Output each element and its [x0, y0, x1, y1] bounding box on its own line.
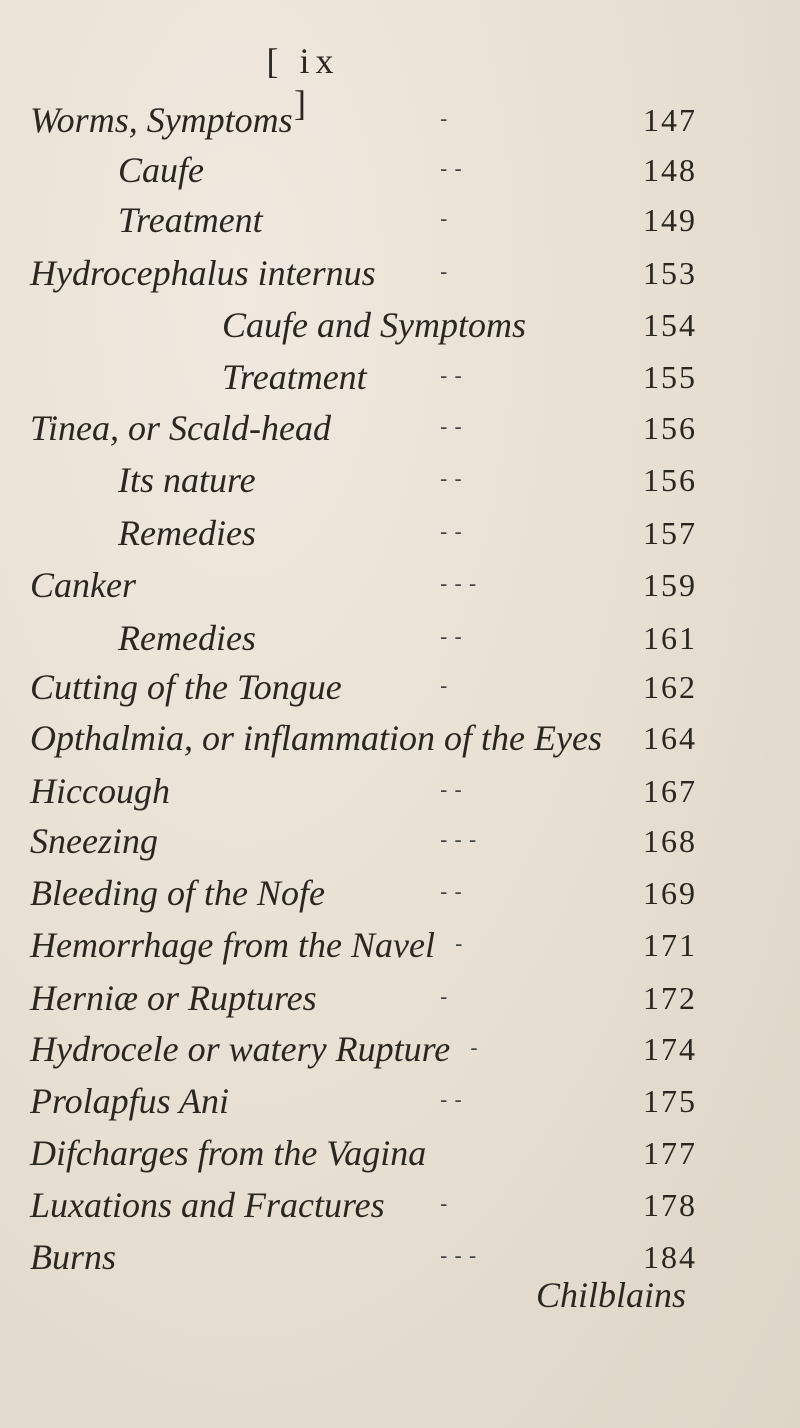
entry-dashes: - - [440, 157, 462, 182]
entry-page-number: 177 [643, 1135, 697, 1171]
page-folio: [ ix ] [266, 41, 340, 123]
entry-dashes: - - [440, 520, 462, 545]
index-entry [0, 1076, 800, 1126]
index-entry [0, 816, 800, 866]
entry-label: Bleeding of the Nofe [30, 873, 325, 913]
index-entry [0, 300, 800, 350]
entry-page-number: 178 [643, 1187, 697, 1223]
entry-label: Hydrocele or watery Rupture [30, 1029, 451, 1069]
catchword: Chilblains [536, 1275, 687, 1315]
entry-label: Cutting of the Tongue [30, 667, 342, 707]
entry-label: Burns [30, 1237, 117, 1277]
entry-page-number: 156 [643, 410, 697, 446]
entry-page-number: 175 [643, 1083, 697, 1119]
entry-label: Caufe and Symptoms [222, 305, 526, 345]
entry-dashes: - [454, 932, 463, 957]
entry-page-number: 147 [643, 102, 697, 138]
entry-page-number: 159 [643, 567, 697, 603]
entry-label: Difcharges from the Vagina [30, 1133, 427, 1173]
entry-label: Sneezing [30, 821, 158, 861]
entry-page-number: 172 [643, 980, 697, 1016]
entry-label: Hiccough [30, 771, 170, 811]
index-entry [0, 95, 800, 145]
index-entry [0, 508, 800, 558]
index-entry [0, 920, 800, 970]
entry-dashes: - - [440, 415, 462, 440]
entry-page-number: 149 [643, 202, 697, 238]
index-entry [0, 662, 800, 712]
index-entry [0, 1128, 800, 1178]
entry-label: Remedies [118, 618, 256, 658]
entry-dashes: - [440, 1192, 448, 1217]
index-entry [0, 195, 800, 245]
entry-label: Luxations and Fractures [30, 1185, 385, 1225]
index-entry [0, 973, 800, 1023]
entry-label: Caufe [118, 150, 204, 190]
entry-dashes: - [440, 260, 448, 285]
entry-label: Treatment [222, 357, 367, 397]
entry-label: Prolapfus Ani [30, 1081, 230, 1121]
entry-dashes: - - [440, 625, 462, 650]
entry-page-number: 162 [643, 669, 697, 705]
entry-label: Canker [30, 565, 136, 605]
entry-label: Opthalmia, or inflammation of the Eyes [30, 718, 602, 758]
entry-label: Its nature [118, 460, 256, 500]
index-entry [0, 868, 800, 918]
entry-dashes: - - - [440, 572, 477, 597]
entry-label: Herniæ or Ruptures [30, 978, 317, 1018]
entry-page-number: 167 [643, 773, 697, 809]
index-entry [0, 248, 800, 298]
entry-dashes: - [440, 674, 448, 699]
entry-label: Worms, Symptoms [30, 100, 293, 140]
entry-page-number: 184 [643, 1239, 697, 1275]
entry-label: Remedies [118, 513, 256, 553]
entry-page-number: 168 [643, 823, 697, 859]
entry-dashes: - - - [440, 1244, 477, 1269]
entry-page-number: 164 [643, 720, 697, 756]
entry-dashes: - - [440, 778, 462, 803]
index-entry [0, 352, 800, 402]
entry-label: Hemorrhage from the Navel [30, 925, 435, 965]
index-entry [0, 145, 800, 195]
entry-page-number: 153 [643, 255, 697, 291]
entry-page-number: 156 [643, 462, 697, 498]
index-entry [0, 1180, 800, 1230]
entry-dashes: - [440, 985, 448, 1010]
entry-label: Treatment [118, 200, 263, 240]
entry-label: Hydrocephalus internus [30, 253, 376, 293]
entry-page-number: 148 [643, 152, 697, 188]
entry-dashes: - - - [440, 828, 477, 853]
entry-dashes: - [440, 107, 448, 132]
entry-dashes: - [470, 1036, 478, 1061]
index-entry [0, 455, 800, 505]
entry-page-number: 169 [643, 875, 697, 911]
entry-page-number: 161 [643, 620, 697, 656]
entry-page-number: 154 [643, 307, 697, 343]
entry-dashes: - - [440, 467, 462, 492]
entry-page-number: 157 [643, 515, 697, 551]
index-entry [0, 403, 800, 453]
entry-dashes: - [440, 207, 448, 232]
entry-page-number: 174 [643, 1031, 697, 1067]
entry-dashes: - - [440, 880, 462, 905]
entry-dashes: - - [440, 364, 462, 389]
entry-label: Tinea, or Scald-head [30, 408, 331, 448]
entry-page-number: 155 [643, 359, 697, 395]
entry-page-number: 171 [643, 927, 697, 963]
index-entry [0, 713, 800, 763]
index-entry [0, 560, 800, 610]
entry-dashes: - - [440, 1088, 462, 1113]
index-entry [0, 1024, 800, 1074]
index-entry [0, 613, 800, 663]
index-entry [0, 766, 800, 816]
